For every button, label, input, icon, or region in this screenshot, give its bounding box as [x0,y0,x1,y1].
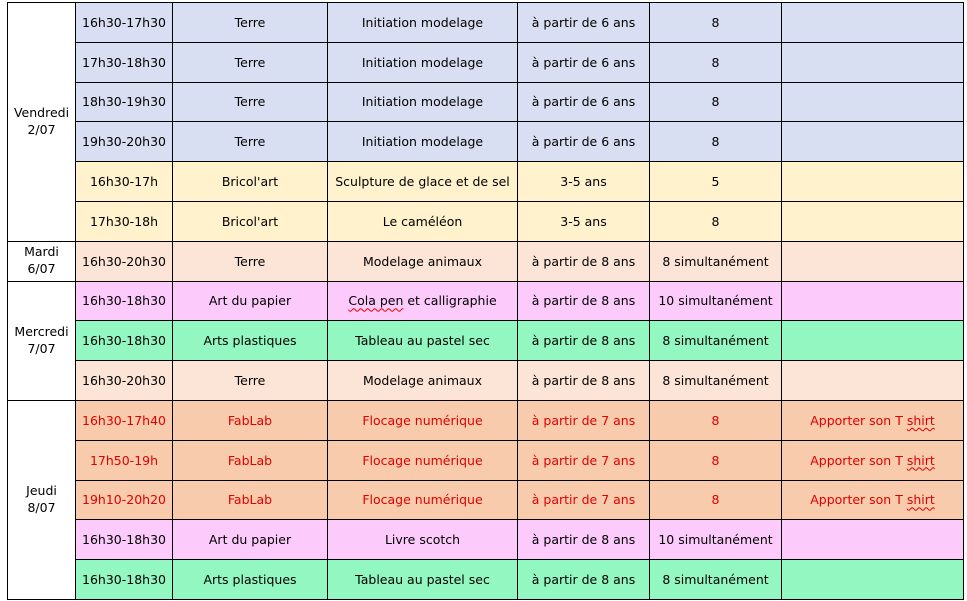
time-cell: 17h30-18h [76,201,173,241]
table-row [8,122,964,162]
time-cell: 16h30-18h30 [76,321,173,361]
time-cell: 16h30-17h [76,162,173,202]
day-cell-vendredi [8,3,76,242]
time-cell: 16h30-18h30 [76,560,173,600]
age-cell: à partir de 8 ans [518,281,650,321]
day-name: Mercredi [14,323,69,339]
place-cell: Terre [173,241,328,281]
capacity-cell: 8 [650,201,782,241]
table-row [8,42,964,82]
time-cell: 17h50-19h [76,440,173,480]
age-cell: à partir de 6 ans [518,82,650,122]
time-cell: 19h10-20h20 [76,480,173,520]
note-cell [782,162,964,202]
day-date: 2/07 [27,121,56,137]
activity-cell: Tableau au pastel sec [328,560,518,600]
day-cell-mardi [8,241,76,281]
note-cell [782,520,964,560]
age-cell: à partir de 7 ans [518,440,650,480]
day-cell-mercredi [8,281,76,400]
table-row [8,440,964,480]
note-cell [782,321,964,361]
age-cell: à partir de 7 ans [518,480,650,520]
activity-cell: Tableau au pastel sec [328,321,518,361]
place-cell: Arts plastiques [173,560,328,600]
place-cell: Terre [173,42,328,82]
day-name: Jeudi [26,483,57,499]
place-cell: FabLab [173,400,328,440]
activity-cell: Initiation modelage [328,82,518,122]
day-date: 7/07 [27,340,56,356]
time-cell: 16h30-20h30 [76,361,173,401]
table-row [8,321,964,361]
note-text: Apporter son T [810,492,907,508]
age-cell: à partir de 8 ans [518,560,650,600]
capacity-cell: 8 [650,480,782,520]
note-misspelled-word: shirt [906,412,935,428]
place-cell: Bricol'art [173,162,328,202]
note-misspelled-word: shirt [906,452,935,468]
table-row [8,560,964,600]
capacity-cell: 5 [650,162,782,202]
place-cell: FabLab [173,440,328,480]
note-cell [782,122,964,162]
note-text: Apporter son T [810,452,907,468]
capacity-cell: 8 [650,400,782,440]
schedule-table [7,2,964,600]
time-cell: 19h30-20h30 [76,122,173,162]
place-cell: Terre [173,82,328,122]
place-cell: Art du papier [173,281,328,321]
note-misspelled-word: shirt [906,492,935,508]
activity-cell: Livre scotch [328,520,518,560]
age-cell: à partir de 7 ans [518,400,650,440]
activity-cell: Flocage numérique [328,400,518,440]
day-cell-jeudi [8,400,76,599]
table-row [8,241,964,281]
capacity-cell: 8 simultanément [650,361,782,401]
activity-misspelled-word: Cola pen [348,293,404,309]
activity-cell: Flocage numérique [328,440,518,480]
day-date: 8/07 [27,499,56,515]
note-cell [782,82,964,122]
place-cell: FabLab [173,480,328,520]
time-cell: 16h30-17h40 [76,400,173,440]
time-cell: 16h30-20h30 [76,241,173,281]
age-cell: à partir de 6 ans [518,42,650,82]
place-cell: Terre [173,122,328,162]
table-row [8,162,964,202]
activity-cell: Flocage numérique [328,480,518,520]
table-row [8,480,964,520]
capacity-cell: 8 [650,42,782,82]
time-cell: 16h30-18h30 [76,520,173,560]
note-cell [782,440,964,480]
note-cell [782,201,964,241]
table-row [8,201,964,241]
capacity-cell: 10 simultanément [650,281,782,321]
note-cell [782,281,964,321]
age-cell: 3-5 ans [518,201,650,241]
table-row [8,281,964,321]
capacity-cell: 8 [650,82,782,122]
capacity-cell: 8 [650,3,782,43]
capacity-cell: 8 simultanément [650,321,782,361]
table-row [8,400,964,440]
place-cell: Arts plastiques [173,321,328,361]
day-date: 6/07 [27,261,56,277]
activity-rest: et calligraphie [403,293,497,309]
place-cell: Art du papier [173,520,328,560]
place-cell: Terre [173,361,328,401]
activity-cell: Initiation modelage [328,42,518,82]
day-name: Mardi [24,244,59,260]
activity-cell [328,281,518,321]
note-cell [782,480,964,520]
table-row [8,3,964,43]
note-cell [782,560,964,600]
age-cell: à partir de 6 ans [518,3,650,43]
place-cell: Bricol'art [173,201,328,241]
time-cell: 17h30-18h30 [76,42,173,82]
activity-cell: Sculpture de glace et de sel [328,162,518,202]
age-cell: à partir de 8 ans [518,361,650,401]
place-cell: Terre [173,3,328,43]
age-cell: à partir de 6 ans [518,122,650,162]
table-row [8,82,964,122]
age-cell: à partir de 8 ans [518,241,650,281]
capacity-cell: 8 [650,122,782,162]
activity-cell: Le caméléon [328,201,518,241]
capacity-cell: 8 simultanément [650,560,782,600]
activity-cell: Modelage animaux [328,361,518,401]
activity-cell: Modelage animaux [328,241,518,281]
activity-cell: Initiation modelage [328,3,518,43]
activity-cell: Initiation modelage [328,122,518,162]
note-cell [782,3,964,43]
note-cell [782,361,964,401]
time-cell: 16h30-18h30 [76,281,173,321]
capacity-cell: 8 simultanément [650,241,782,281]
day-name: Vendredi [13,105,70,121]
table-row [8,520,964,560]
capacity-cell: 8 [650,440,782,480]
age-cell: 3-5 ans [518,162,650,202]
capacity-cell: 10 simultanément [650,520,782,560]
table-row [8,361,964,401]
note-cell [782,241,964,281]
time-cell: 18h30-19h30 [76,82,173,122]
age-cell: à partir de 8 ans [518,520,650,560]
time-cell: 16h30-17h30 [76,3,173,43]
note-cell [782,400,964,440]
age-cell: à partir de 8 ans [518,321,650,361]
note-cell [782,42,964,82]
note-text: Apporter son T [810,412,907,428]
